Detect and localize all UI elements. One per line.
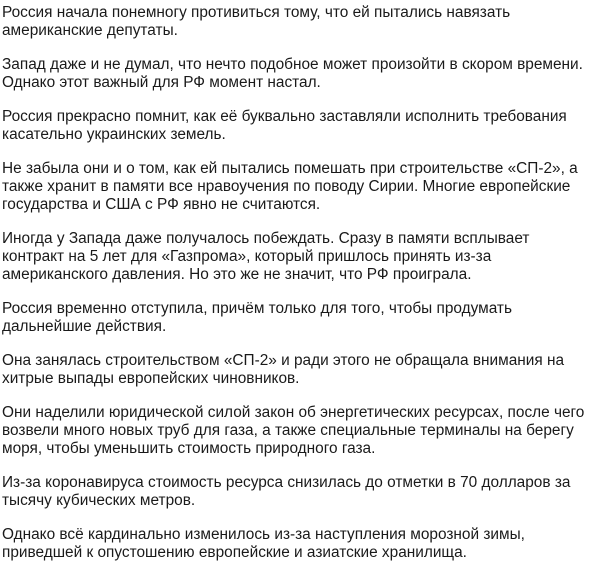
article-paragraph-10: Однако всё кардинально изменилось из-за наступления морозной зимы, приведшей к опустошению европейские и азиатские хранилища. <box>2 526 525 561</box>
article-paragraph-6: Россия временно отступила, причём только для того, чтобы продумать дальнейшие действия. <box>2 300 513 335</box>
article-paragraph-7: Она занялась строительством «СП-2» и ради этого не обращала внимания на хитрые выпады европейских чиновников. <box>2 352 565 387</box>
article-paragraph-2: Запад даже и не думал, что нечто подобное может произойти в скором времени. Однако этот важный для РФ момент настал. <box>2 56 583 91</box>
article-paragraph-9: Из-за коронавируса стоимость ресурса снизилась до отметки в 70 долларов за тысячу кубических метров. <box>2 474 571 509</box>
article-paragraph-1: Россия начала понемногу противиться тому, что ей пытались навязать американские депутаты. <box>2 4 511 39</box>
article-paragraph-8: Они наделили юридической силой закон об энергетических ресурсах, после чего возвели много новых труб для газа, а также специальные терминалы на берегу моря, чтобы уменьшить стоимость природного газа. <box>2 404 585 457</box>
article-paragraph-4: Не забыла они и о том, как ей пытались помешать при строительстве «СП-2», а также хранит в памяти все нравоучения по поводу Сирии. Многие европейские государства и США с РФ явно не считаются. <box>2 160 578 213</box>
article-paragraph-3: Россия прекрасно помнит, как её буквально заставляли исполнить требования касательно украинских земель. <box>2 108 567 143</box>
article-paragraph-5: Иногда у Запада даже получалось побеждать. Сразу в памяти всплывает контракт на 5 лет для «Газпрома», который пришлось принять из-за американского давления. Но это же не значит, что РФ проиграла. <box>2 230 530 283</box>
